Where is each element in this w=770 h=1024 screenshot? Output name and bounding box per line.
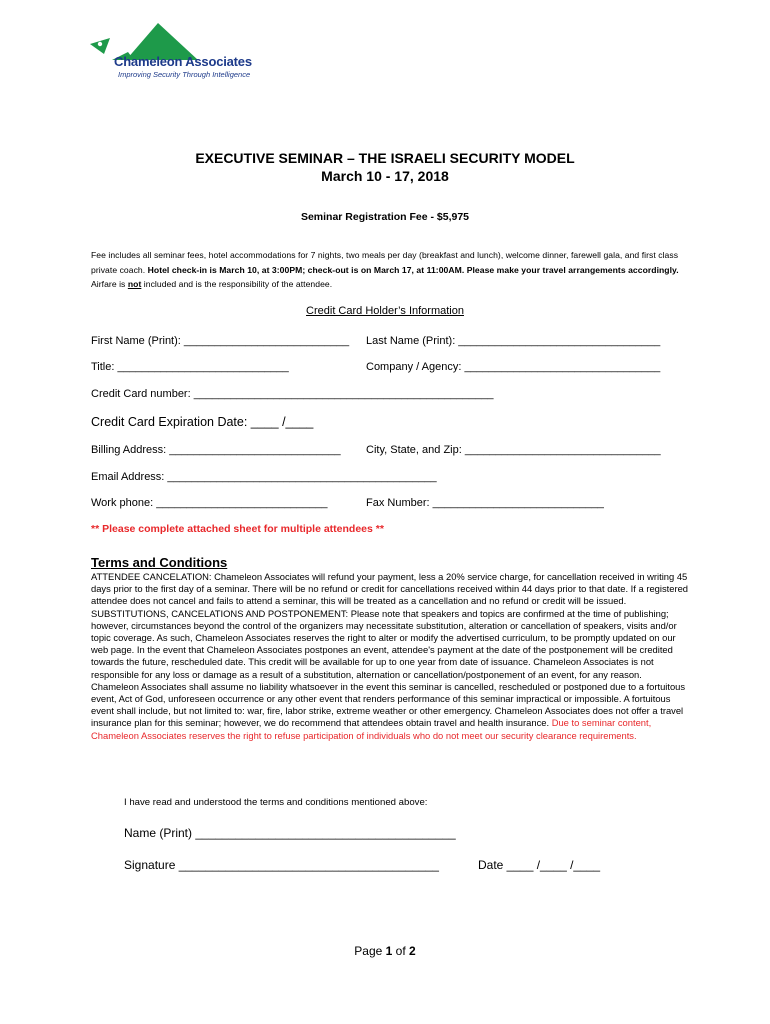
first-name-field[interactable]: First Name (Print): ___________________________ <box>91 335 350 347</box>
logo-name: Chameleon Associates <box>114 54 252 69</box>
credit-card-expiration-field[interactable]: Credit Card Expiration Date: ____ /____ <box>91 415 314 429</box>
acknowledgement-statement: I have read and understood the terms and conditions mentioned above: <box>124 797 428 808</box>
terms-body <box>91 571 691 742</box>
fee-note-text: Fee includes all seminar fees, hotel accommodations for 7 nights, two meals per day (breakfast and lunch), welcome dinner, farewell gala, and first class private coach. <box>91 250 679 275</box>
page-word: Page <box>354 944 386 958</box>
billing-address-field[interactable]: Billing Address: ____________________________ <box>91 444 341 456</box>
work-phone-field[interactable]: Work phone: ____________________________ <box>91 497 328 509</box>
fee-note-not: not <box>127 279 142 289</box>
fee-note-airfare: Airfare is <box>91 279 128 289</box>
fee-note-checkin: Hotel check-in is March 10, at 3:00PM; check-out is on March 17, at 11:00AM. Please make your travel arrangements accordingly. <box>147 264 679 275</box>
multiple-attendees-note: ** Please complete attached sheet for multiple attendees ** <box>91 523 384 535</box>
credit-card-number-field[interactable]: Credit Card number: _________________________________________________ <box>91 388 494 400</box>
logo-tagline: Improving Security Through Intelligence <box>118 70 251 79</box>
city-state-zip-field[interactable]: City, State, and Zip: ________________________________ <box>366 444 661 456</box>
terms-text: ATTENDEE CANCELATION: Chameleon Associates will refund your payment, less a 20% service charge, for cancellation received in writing 45 days prior to the first day of a seminar. There will be no refund or credit for cancellations received within 44 days prior to that date. If a registered attendee does not cancel and fails to attend a seminar, this will be treated as a cancellation and no refund or credit will be issued. SUBSTITUTIONS, CANCELATIONS AND POSTPONEMENT: Please note that speakers and topics are confirmed at the time of publishing; however, circumstances beyond the control of the organizers may necessitate substitution, alteration or cancellation of speakers, visits and/or topic coverage. As such, Chameleon Associates reserves the right to alter or modify the advertised curriculum, to be promptly updated on our web page. In the event that Chameleon Associates postpones an event, attendee's payment at the date of the postponement will be credited towards the future, rescheduled date. This credit will be available for up to one year from date of issuance. Chameleon Associates is not responsible for any loss or damage as a result of a substitution, alternation or cancellation/postponement of an event, for any reason. Chameleon Associates shall assume no liability whatsoever in the event this seminar is cancelled, rescheduled or postponed due to a fortuitous event, Act of God, unforeseen occurrence or any other event that renders performance of this seminar impractical or impossible. A fortuitous event shall include, but not limited to: war, fire, labor strike, extreme weather or other emergency. Chameleon Associates does not offer a travel insurance plan for this seminar; however, we do recommend that attendees obtain travel and health insurance. <box>91 571 689 729</box>
credit-card-section-title: Credit Card Holder’s Information <box>306 305 464 317</box>
last-name-field[interactable]: Last Name (Print): _________________________________ <box>366 335 661 347</box>
terms-clearance-warning: Due to seminar content, Chameleon Associates reserves the right to refuse participation of individuals who do not meet our security clearance requirements. <box>91 717 652 741</box>
email-address-field[interactable]: Email Address: ____________________________________________ <box>91 471 437 483</box>
fee-note-responsibility: included and is the responsibility of the attendee. <box>141 279 333 289</box>
seminar-title: EXECUTIVE SEMINAR – THE ISRAELI SECURITY MODEL <box>195 150 575 166</box>
company-field[interactable]: Company / Agency: ________________________________ <box>366 361 661 373</box>
current-page: 1 <box>385 944 393 958</box>
title-field[interactable]: Title: ____________________________ <box>91 361 289 373</box>
page-number <box>0 944 770 958</box>
fee-note <box>91 248 691 292</box>
terms-heading: Terms and Conditions <box>91 555 228 570</box>
seminar-dates: March 10 - 17, 2018 <box>321 168 449 184</box>
signature-field[interactable]: Signature _______________________________________ <box>124 858 439 872</box>
date-field[interactable]: Date ____ /____ /____ <box>478 858 601 872</box>
registration-fee: Seminar Registration Fee - $5,975 <box>300 211 470 223</box>
name-print-field[interactable]: Name (Print) _______________________________________ <box>124 826 456 840</box>
total-pages: 2 <box>409 944 416 958</box>
fax-number-field[interactable]: Fax Number: ____________________________ <box>366 497 604 509</box>
company-logo <box>88 20 258 82</box>
of-word: of <box>392 944 410 958</box>
